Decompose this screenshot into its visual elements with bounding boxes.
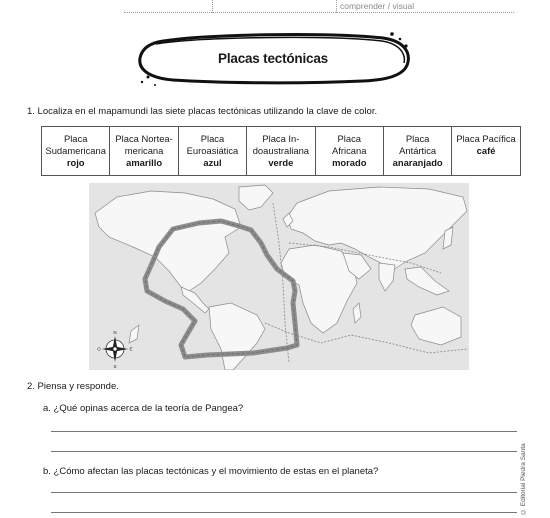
skill-label: comprender / visual — [340, 1, 415, 11]
key-color: anaranjado — [392, 157, 443, 168]
key-cell-antartica: Placa Antártica anaranjado — [383, 127, 451, 176]
question-2b: b. ¿Cómo afectan las placas tectónicas y el movimiento de estas en el planeta? — [43, 466, 379, 477]
question-2: 2. Piensa y responde. — [27, 381, 119, 392]
compass-e: E — [129, 346, 133, 352]
page-title: Placas tectónicas — [218, 51, 328, 66]
copyright-note: © Editorial Piedra Santa — [520, 443, 527, 515]
key-cell-indoaustraliana: Placa In- doaustraliana verde — [247, 127, 315, 176]
key-color: rojo — [66, 157, 85, 168]
answer-line[interactable] — [51, 492, 517, 493]
question-1: 1. Localiza en el mapamundi las siete placas tectónicas utilizando la clave de color. — [27, 106, 378, 117]
compass-s: S — [113, 364, 117, 369]
world-map — [89, 183, 469, 370]
key-cell-pacifica: Placa Pacífica café — [452, 127, 520, 176]
answer-line[interactable] — [51, 431, 517, 432]
key-color: amarillo — [126, 157, 163, 168]
key-color: morado — [332, 157, 367, 168]
compass-o: O — [97, 346, 101, 352]
color-key-table — [41, 126, 521, 176]
key-color: café — [476, 145, 496, 156]
key-color: azul — [203, 157, 222, 168]
question-2a: a. ¿Qué opinas acerca de la teoría de Pangea? — [43, 403, 244, 414]
header-divider — [212, 0, 213, 13]
title-banner — [128, 30, 418, 92]
key-cell-africana: Placa Africana morado — [315, 127, 383, 176]
key-cell-sudamericana: Placa Sudamericana rojo — [42, 127, 110, 176]
key-cell-euroasiatica: Placa Euroasiática azul — [178, 127, 246, 176]
answer-line[interactable] — [51, 451, 517, 452]
header-divider — [336, 0, 337, 13]
key-cell-norteamericana: Placa Nortea- mericana amarillo — [110, 127, 178, 176]
world-map-drawing — [89, 183, 469, 370]
header-bar — [124, 0, 514, 13]
key-color: verde — [268, 157, 294, 168]
compass-n: N — [113, 330, 117, 335]
answer-line[interactable] — [51, 512, 517, 513]
